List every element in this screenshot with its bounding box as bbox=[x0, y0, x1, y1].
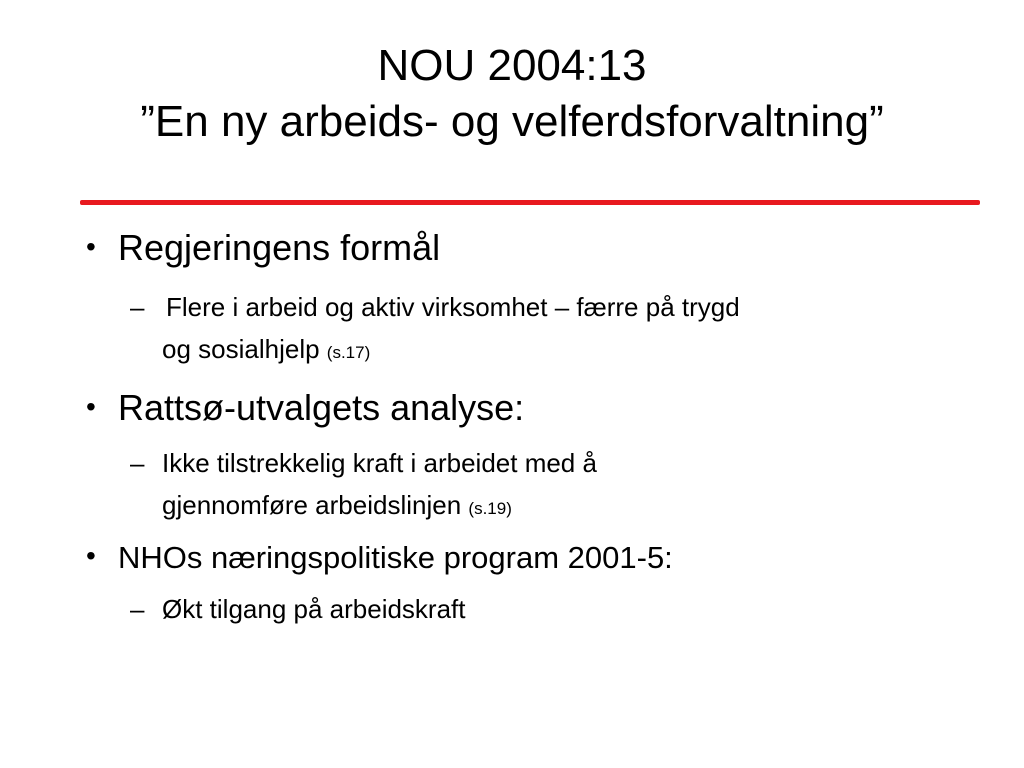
subitem-line: Flere i arbeid og aktiv virksomhet – færre på trygd bbox=[166, 292, 740, 322]
bullet-icon: • bbox=[86, 231, 96, 262]
bullet-icon: • bbox=[86, 540, 96, 571]
dash-icon: – bbox=[130, 448, 145, 478]
page-reference: (s.17) bbox=[326, 343, 371, 362]
dash-icon: – bbox=[130, 594, 145, 624]
page-reference: (s.19) bbox=[468, 499, 512, 518]
slide-title bbox=[0, 38, 1024, 150]
bullet-item-regjeringens-formal: Regjeringens formål bbox=[118, 227, 441, 268]
subitem-line-text: gjennomføre arbeidslinjen bbox=[162, 490, 462, 520]
subitem-line: Økt tilgang på arbeidskraft bbox=[162, 594, 466, 624]
title-line-2: ”En ny arbeids- og velferdsforvaltning” bbox=[140, 97, 884, 146]
title-divider-rule bbox=[80, 200, 980, 205]
bullet-icon: • bbox=[86, 391, 96, 422]
subitem-line: Ikke tilstrekkelig kraft i arbeidet med å bbox=[162, 448, 597, 478]
subitem-line bbox=[162, 488, 512, 526]
bullet-item-nhos-program: NHOs næringspolitiske program 2001-5: bbox=[118, 540, 673, 575]
dash-icon: – bbox=[130, 292, 145, 322]
subitem-line-text: og sosialhjelp bbox=[162, 334, 320, 364]
subitem-line bbox=[162, 332, 370, 370]
bullet-item-rattso-utvalgets-analyse: Rattsø-utvalgets analyse: bbox=[118, 387, 525, 428]
title-line-1: NOU 2004:13 bbox=[377, 41, 647, 90]
